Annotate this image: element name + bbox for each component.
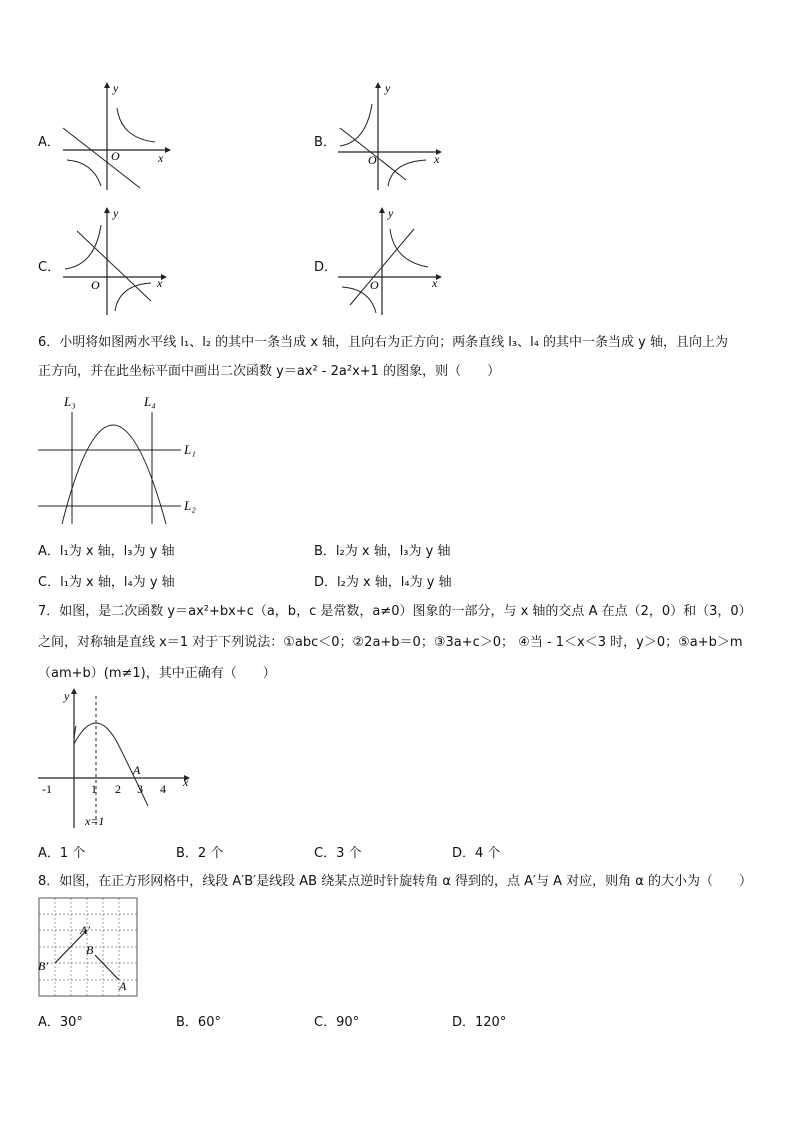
q6-option-c[interactable]: C．l₁为 x 轴，l₄为 y 轴: [38, 575, 175, 590]
q5-option-b-graph: [330, 80, 450, 192]
origin-label: O: [368, 153, 377, 167]
y-label: y: [113, 81, 119, 95]
q5-option-c-label: C．: [38, 260, 61, 275]
q7-option-d[interactable]: D．4 个: [452, 846, 501, 861]
y-label: y: [113, 206, 119, 220]
y-label: y: [385, 81, 391, 95]
origin-label: O: [91, 278, 100, 292]
q7-option-b[interactable]: B．2 个: [176, 846, 224, 861]
tick-1: 1: [91, 782, 97, 796]
q8-text-line1: 8．如图，在正方形网格中，线段 A′B′是线段 AB 绕某点逆时针旋转角 α 得到的，点 A′与 A 对应，则角 α 的大小为（ ）: [38, 874, 752, 889]
q5-option-a-graph: [55, 80, 175, 192]
l3-label: L₃: [64, 394, 76, 409]
q5-option-d-label: D．: [314, 260, 338, 275]
q6-text-line1: 6．小明将如图两水平线 l₁、l₂ 的其中一条当成 x 轴，且向右为正方向；两条直线 l₃、l₄ 的其中一条当成 y 轴，且向上为: [38, 335, 729, 350]
q5-option-b-label: B．: [314, 135, 336, 150]
a-label: A: [119, 979, 127, 993]
q8-grid-figure: [36, 896, 146, 1000]
l4-label: L₄: [144, 394, 156, 409]
q7-graph: [36, 688, 196, 830]
q6-option-b[interactable]: B．l₂为 x 轴，l₃为 y 轴: [314, 544, 451, 559]
x-label: x: [158, 151, 164, 165]
q5-option-d-graph: [330, 205, 450, 317]
tick-3: 3: [137, 782, 143, 796]
q6-option-d[interactable]: D．l₂为 x 轴，l₄为 y 轴: [314, 575, 452, 590]
b-prime-label: B′: [38, 959, 48, 973]
q6-figure: [36, 392, 216, 526]
q8-option-b[interactable]: B．60°: [176, 1015, 221, 1030]
tick-2: 2: [115, 782, 121, 796]
q6-text-line2: 正方向，并在此坐标平面中画出二次函数 y＝ax² - 2a²x+1 的图象，则（ ）: [38, 364, 501, 379]
q5-option-c-graph: [55, 205, 175, 317]
y-label: y: [388, 206, 394, 220]
point-a-label: A: [133, 763, 141, 777]
q7-option-c[interactable]: C．3 个: [314, 846, 362, 861]
tick-4: 4: [160, 782, 166, 796]
tick-minus1: -1: [42, 782, 52, 796]
q8-option-d[interactable]: D．120°: [452, 1015, 507, 1030]
q8-option-a[interactable]: A．30°: [38, 1015, 83, 1030]
origin-label: O: [111, 149, 120, 163]
q7-text-line3: （am+b）(m≠1)，其中正确有（ ）: [38, 666, 276, 681]
q7-option-a[interactable]: A．1 个: [38, 846, 86, 861]
x-label: x: [157, 276, 163, 290]
x-label: x: [432, 276, 438, 290]
axis-of-symmetry-label: x=1: [85, 814, 105, 828]
q8-option-c[interactable]: C．90°: [314, 1015, 360, 1030]
origin-label: O: [370, 278, 379, 292]
x-label: x: [434, 152, 440, 166]
a-prime-label: A′: [80, 923, 90, 937]
q6-option-a[interactable]: A．l₁为 x 轴，l₃为 y 轴: [38, 544, 175, 559]
q7-text-line2: 之间，对称轴是直线 x＝1 对于下列说法：①abc＜0；②2a+b＝0；③3a+c＞0； ④当 - 1＜x＜3 时，y＞0；⑤a+b＞m: [38, 635, 743, 650]
x-label: x: [183, 775, 189, 789]
y-label: y: [64, 689, 70, 703]
l1-label: L₁: [184, 442, 196, 457]
b-label: B: [86, 943, 94, 957]
q5-option-a-label: A．: [38, 135, 60, 150]
l2-label: L₂: [184, 498, 196, 513]
q7-text-line1: 7．如图，是二次函数 y＝ax²+bx+c（a，b，c 是常数，a≠0）图象的一部分，与 x 轴的交点 A 在点（2，0）和（3，0）: [38, 604, 752, 619]
